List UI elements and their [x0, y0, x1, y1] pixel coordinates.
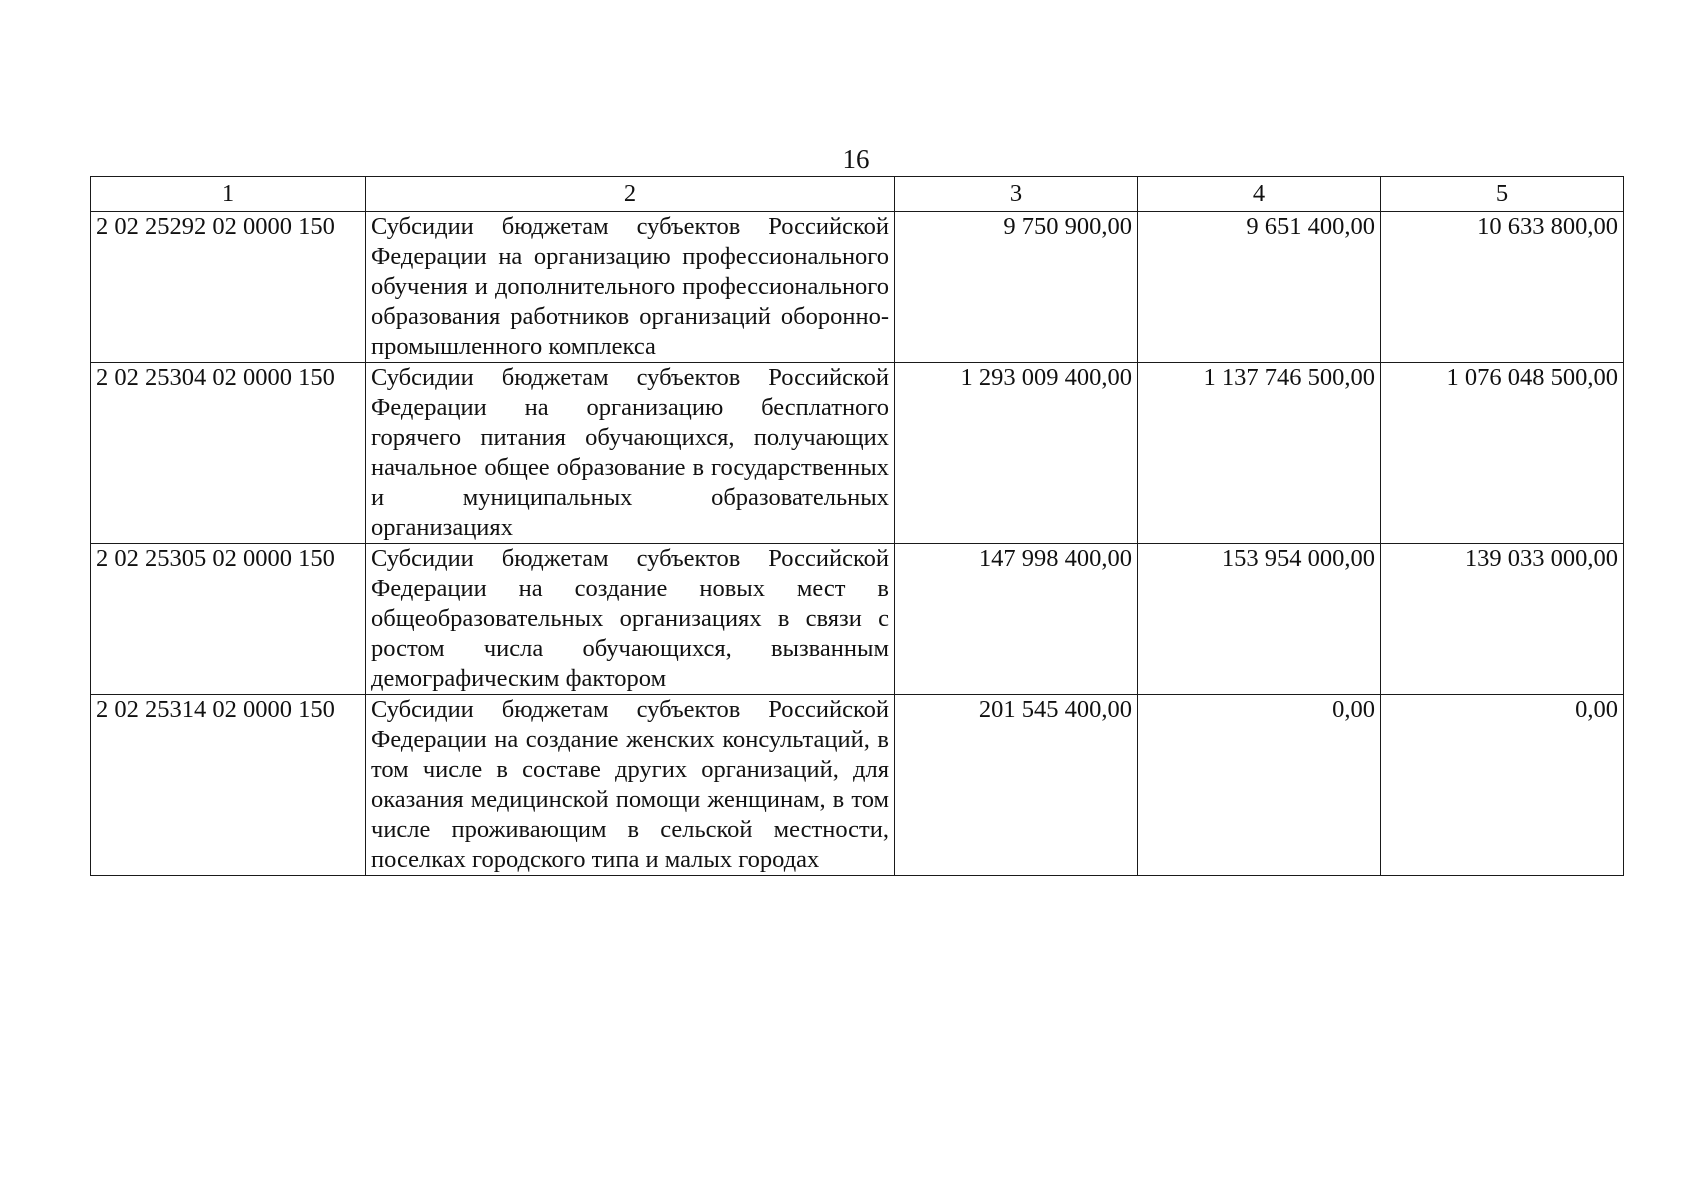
column-header-1: 1 — [91, 177, 366, 212]
row-value-col4: 153 954 000,00 — [1138, 544, 1381, 695]
row-description: Субсидии бюджетам субъектов Российской Федерации на организацию профессионального обучения и дополнительного профессионального образования работников организаций оборонно-промышленного комплекса — [366, 212, 895, 363]
row-value-col5: 139 033 000,00 — [1381, 544, 1624, 695]
column-header-2: 2 — [366, 177, 895, 212]
column-header-4: 4 — [1138, 177, 1381, 212]
row-value-col3: 201 545 400,00 — [895, 695, 1138, 876]
page-number: 16 — [842, 144, 870, 174]
row-value-col3: 1 293 009 400,00 — [895, 363, 1138, 544]
row-code: 2 02 25314 02 0000 150 — [91, 695, 366, 876]
table-row — [91, 544, 1624, 695]
row-code: 2 02 25304 02 0000 150 — [91, 363, 366, 544]
table-row — [91, 695, 1624, 876]
row-description: Субсидии бюджетам субъектов Российской Федерации на организацию бесплатного горячего питания обучающихся, получающих начальное общее образование в государственных и муниципальных образовательных организациях — [366, 363, 895, 544]
header-row — [91, 177, 1624, 212]
table-row — [91, 212, 1624, 363]
row-value-col4: 9 651 400,00 — [1138, 212, 1381, 363]
budget-table — [90, 176, 1624, 876]
row-code: 2 02 25305 02 0000 150 — [91, 544, 366, 695]
table-header — [91, 177, 1624, 212]
row-description: Субсидии бюджетам субъектов Российской Федерации на создание новых мест в общеобразовательных организациях в связи с ростом числа обучающихся, вызванным демографическим фактором — [366, 544, 895, 695]
row-value-col4: 1 137 746 500,00 — [1138, 363, 1381, 544]
row-code: 2 02 25292 02 0000 150 — [91, 212, 366, 363]
row-value-col5: 1 076 048 500,00 — [1381, 363, 1624, 544]
row-value-col4: 0,00 — [1138, 695, 1381, 876]
column-header-3: 3 — [895, 177, 1138, 212]
row-value-col5: 0,00 — [1381, 695, 1624, 876]
row-description: Субсидии бюджетам субъектов Российской Федерации на создание женских консультаций, в том числе в составе других организаций, для оказания медицинской помощи женщинам, в том числе проживающим в сельской местности, поселках городского типа и малых городах — [366, 695, 895, 876]
table-body — [91, 212, 1624, 876]
row-value-col3: 147 998 400,00 — [895, 544, 1138, 695]
column-header-5: 5 — [1381, 177, 1624, 212]
row-value-col5: 10 633 800,00 — [1381, 212, 1624, 363]
row-value-col3: 9 750 900,00 — [895, 212, 1138, 363]
table-row — [91, 363, 1624, 544]
